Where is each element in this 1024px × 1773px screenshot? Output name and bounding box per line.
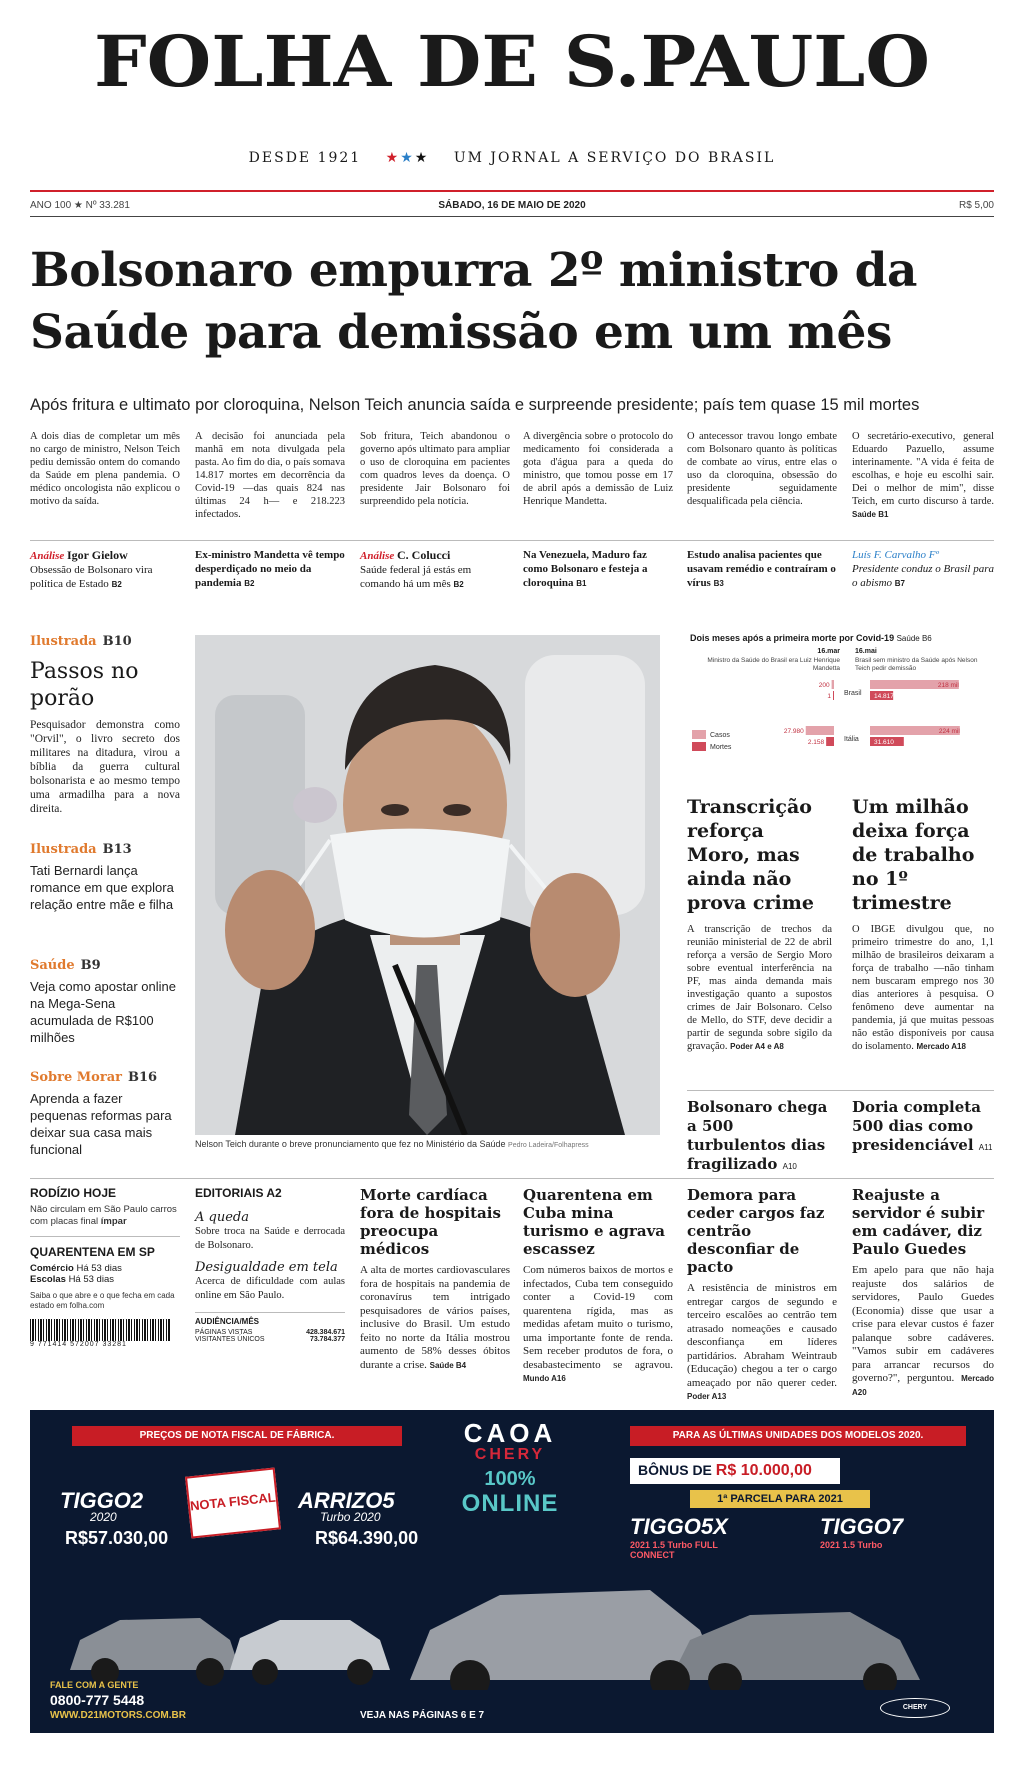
chart-bar-0-1-mar [833, 691, 834, 700]
bylines-rule [30, 540, 994, 541]
chart-label-1-0-mar: 27.980 [783, 728, 804, 735]
chart-ref: Saúde B6 [896, 634, 932, 643]
edition-price: R$ 5,00 [958, 200, 994, 211]
ad-cars-illustration [50, 1560, 980, 1690]
chart-legend-label-0: Casos [710, 732, 730, 739]
photo-illustration [195, 635, 660, 1135]
chart-label-1-1-mar: 2.158 [807, 739, 825, 746]
ad-brand: CAOA [463, 1418, 557, 1448]
ad-site[interactable]: WWW.D21MOTORS.COM.BR [50, 1710, 186, 1721]
byline-3[interactable]: Análise C. Colucci Saúde federal já estás em comando há um mês B2 [360, 548, 472, 590]
left-story-1[interactable]: Ilustrada B10 Passos no porão Pesquisador demonstra como "Orvil", o livro secreto dos militares na ditadura, virou a bíblia da guerra cultural bolsonarista e ao mesmo tempo uma armadilha para a nova direita. [30, 634, 180, 815]
lead-column-3: Sob fritura, Teich abandonou o governo após ultimato para ampliar o uso de cloroquina em pacientes com quadros leves da doença. O presidente Jair Bolsonaro foi surpreendido pela notícia. [360, 431, 510, 507]
ad-phone-label: FALE COM A GENTE [50, 1680, 139, 1690]
ad-model1-year: 2020 [90, 1510, 117, 1524]
covid-chart [690, 648, 994, 768]
ad-model2: ARRIZO5 [298, 1488, 395, 1513]
byline-5[interactable]: Estudo analisa pacientes que usavam remédio e contraíram o vírus B3 [687, 549, 836, 589]
story-doria-500[interactable]: Doria completa 500 dias como presidenciável A11 [852, 1098, 993, 1154]
chart-title: Dois meses após a primeira morte por Covid-19 Saúde B6 [690, 633, 932, 643]
advertisement[interactable] [30, 1410, 994, 1733]
edition-date: SÁBADO, 16 DE MAIO DE 2020 [438, 200, 586, 211]
barcode-icon [30, 1319, 170, 1341]
chart-bar-1-1-mar [826, 737, 834, 746]
lead-column-6: O secretário-executivo, general Eduardo Pazuello, assume interinamente. "A vida é feita de escolhas, e hoje eu escolhi sair. Dei o melhor de mim", disse Teich, em curto discurso à tarde. Saúde B1 [852, 431, 994, 519]
chery-logo-icon: CHERY [880, 1698, 950, 1718]
chart-legend-label-1: Mortes [710, 744, 732, 751]
ad-online-pct: 100% [484, 1468, 536, 1490]
story-transcricao-text: A transcrição de trechos da reunião ministerial de 22 de abril reforça a versão de Sergio Moro sobre eventual interferência na PF, mas ainda demanda mais investigação quanto a supostos crimes de Jair Bolsonaro. Celso de Mello, do STF, deve decidir a partir de segunda sobre sigilo da gravação. Poder A4 e A8 [687, 924, 832, 1052]
editoriais-box[interactable]: EDITORIAIS A2 A queda Sobre troca na Saúde e derrocada de Bolsonaro. Desigualdade em tela Acerca de dificuldade com aulas online em São Paulo. AUDIÊNCIA/MÊS PÁGINAS VISTAS 428.384.671 VISITANTES ÚNICOS 73.784.377 [195, 1186, 345, 1343]
ad-phone[interactable]: 0800-777 5448 [50, 1692, 145, 1708]
chart-col1-date: 16.mar [817, 648, 840, 655]
ad-nota-fiscal: NOTA FISCAL [185, 1467, 281, 1538]
lead-column-1: A dois dias de completar um mês no cargo de ministro, Nelson Teich pediu demissão ontem do comando da Saúde em plena pandemia. O médico oncologista não explicou o motivo da saída. [30, 431, 180, 507]
ad-pages: VEJA NAS PÁGINAS 6 E 7 [360, 1710, 485, 1721]
story-bolsonaro-500[interactable]: Bolsonaro chega a 500 turbulentos dias fragilizado A10 [687, 1098, 828, 1173]
chart-col1-note: Ministro da Saúde do Brasil era Luiz Henrique Mandetta [707, 657, 840, 672]
chart-col2-date: 16.mai [855, 648, 877, 655]
ad-model1: TIGGO2 [60, 1488, 144, 1513]
lead-column-2: A decisão foi anunciada pela manhã em nota divulgada pela pasta. Ao fim do dia, o país somava 14.817 mortes em decorrência da Covid-19 —das quais 824 nas últimas 24 h— e 218.223 infectados. [195, 431, 345, 520]
ad-model4: TIGGO7 [820, 1514, 904, 1539]
chart-label-1-1-mai: 31.610 [874, 739, 894, 746]
mid-rule [687, 1090, 994, 1091]
chart-category-1: Itália [844, 736, 859, 743]
left-story-2[interactable]: Ilustrada B13 Tati Bernardi lança romance em que explora relação entre mãe e filha [30, 842, 174, 912]
chart-svg [690, 676, 994, 768]
stars-icon: ★★★ [385, 150, 430, 166]
byline-4[interactable]: Na Venezuela, Maduro faz como Bolsonaro e festeja a cloroquina B1 [523, 549, 648, 589]
chart-bar-0-0-mar [832, 680, 834, 689]
ad-model2-price: R$64.390,00 [315, 1528, 419, 1548]
chart-category-0: Brasil [844, 690, 862, 697]
ad-brand-sub: CHERY [474, 1446, 546, 1463]
lead-ref: Saúde B1 [852, 510, 889, 519]
byline-2[interactable]: Ex-ministro Mandetta vê tempo desperdiçado no meio da pandemia B2 [195, 549, 345, 589]
ad-model3: TIGGO5X [630, 1514, 728, 1539]
rodizio-box: RODÍZIO HOJE Não circulam em São Paulo carros com placas final ímpar QUARENTENA EM SP Comércio Há 53 dias Escolas Há 53 dias Saiba o que abre e o que fecha em cada estado em folha.com 9 771414 572007 33281 [30, 1186, 180, 1348]
main-headline[interactable]: Bolsonaro empurra 2º ministro da Saúde para demissão em um mês [30, 243, 917, 360]
main-photo[interactable] [195, 635, 660, 1135]
ad-left-bar: PREÇOS DE NOTA FISCAL DE FÁBRICA. [72, 1426, 402, 1446]
chart-bar-1-0-mar [806, 726, 834, 735]
photo-credit: Pedro Ladeira/Folhapress [508, 1142, 589, 1149]
motto-text: UM JORNAL A SERVIÇO DO BRASIL [453, 150, 776, 166]
chart-label-0-0-mar: 200 [818, 682, 830, 689]
date-rule [30, 216, 994, 217]
chart-label-0-0-mai: 218 mil [937, 682, 959, 689]
since-text: DESDE 1921 [248, 150, 362, 166]
chart-col2-note: Brasil sem ministro da Saúde após Nelson Teich pedir demissão [855, 657, 978, 672]
left-story-3[interactable]: Saúde B9 Veja como apostar online na Mega-Sena acumulada de R$100 milhões [30, 958, 176, 1045]
ad-model2-year: Turbo 2020 [320, 1510, 381, 1524]
ad-right-bar: PARA AS ÚLTIMAS UNIDADES DOS MODELOS 2020. [630, 1426, 966, 1446]
byline-6[interactable]: Luís F. Carvalho Fº Presidente conduz o Brasil para o abismo B7 [852, 549, 994, 589]
bottom-rule [30, 1178, 994, 1179]
main-subhead: Após fritura e ultimato por cloroquina, Nelson Teich anuncia saída e surpreende presidente; país tem quase 15 mil mortes [30, 396, 920, 414]
ad-model1-price: R$57.030,00 [65, 1528, 169, 1548]
chart-label-0-1-mar: 1 [827, 693, 831, 700]
photo-caption: Nelson Teich durante o breve pronunciamento que fez no Ministério da Saúde Pedro Ladeira/Folhapress [195, 1139, 589, 1149]
story-um-milhao-text: O IBGE divulgou que, no primeiro trimestre do ano, 1,1 milhão de brasileiros deixaram a força de trabalho —não tinham nem buscaram emprego nos 30 dias anteriores à pesquisa. O fenômeno deve aumentar na pandemia, já que muitas pessoas não estão disponíveis por causa do isolamento. Mercado A18 [852, 924, 994, 1052]
ad-model4-sub: 2021 1.5 Turbo [820, 1540, 883, 1550]
edition-number: ANO 100 ★ Nº 33.281 [30, 200, 130, 211]
story-guedes[interactable]: Reajuste a servidor é subir em cadáver, diz Paulo Guedes Em apelo para que não haja reajuste dos salários de servidores, Paulo Guedes (Economia) disse que usar a crise para elevar custos é fazer palanque sobre cadáveres. "Vamos subir em cadáveres para arrancar recursos do governo?", perguntou. Mercado A20 [852, 1186, 995, 1397]
ad-online: ONLINE [461, 1490, 559, 1517]
byline-1[interactable]: Análise Igor Gielow Obsessão de Bolsonaro vira política de Estado B2 [30, 548, 153, 590]
ad-parcela: 1ª PARCELA PARA 2021 [690, 1490, 870, 1508]
ad-model3-sub: 2021 1.5 Turbo FULL CONNECT [630, 1540, 718, 1560]
left-story-4[interactable]: Sobre Morar B16 Aprenda a fazer pequenas reformas para deixar sua casa mais funcional [30, 1070, 172, 1157]
chart-legend-swatch-0 [692, 730, 706, 739]
masthead-rule [30, 190, 994, 192]
masthead-title: FOLHA DE S.PAULO [93, 20, 930, 103]
left-story-1-title: Passos no porão [30, 659, 139, 711]
chart-legend-swatch-1 [692, 742, 706, 751]
lead-column-4: A divergência sobre o protocolo do medicamento foi considerada a gota d'água para a queda do ministro, que tomou posse em 17 de abril após a demissão de Luiz Henrique Mandetta. [523, 431, 673, 507]
masthead-tagline [0, 150, 1024, 166]
story-centrao[interactable]: Demora para ceder cargos faz centrão desconfiar de pacto A resistência de ministros em entregar cargos de segundo e terceiro escalões ao centrão tem atrasado nomeações e causado desconfiança em líderes partidários. Abraham Weintraub (Educação) chegou a ter o cargo ameaçado por não querer ceder. Poder A13 [687, 1186, 837, 1401]
story-morte-cardiaca[interactable]: Morte cardíaca fora de hospitais preocupa médicos A alta de mortes cardiovasculares fora de hospitais na pandemia de coronavírus tem intrigado pesquisadores de vários países, inclusive do Brasil. Um estudo feito no norte da Itália mostrou aumento de 58% desses óbitos durante a crise. Saúde B4 [360, 1186, 510, 1371]
story-transcricao[interactable]: Transcrição reforça Moro, mas ainda não prova crime A transcrição de trechos da reunião ministerial de 22 de abril reforça a versão de Sergio Moro sobre eventual interferência na PF, mas ainda demanda mais investigação quanto a supostos crimes de Jair Bolsonaro. Celso de Mello, do STF, deve decidir a partir de segunda sobre sigilo da gravação. Poder A4 e A8 [687, 796, 832, 1052]
lead-column-5: O antecessor travou longo embate com Bolsonaro quanto às políticas de combate ao vírus, entre elas o uso da cloroquina, obsessão do presidente seguidamente desqualificada pela ciência. [687, 431, 837, 507]
chart-label-0-1-mai: 14.817 [874, 693, 894, 700]
chart-label-1-0-mai: 224 mil [938, 728, 960, 735]
story-um-milhao[interactable]: Um milhão deixa força de trabalho no 1º trimestre O IBGE divulgou que, no primeiro trimestre do ano, 1,1 milhão de brasileiros deixaram a força de trabalho —não tinham nem buscaram emprego nos 30 dias anteriores à pesquisa. O fenômeno deve aumentar na pandemia, já que muitas pessoas não estão disponíveis por causa do isolamento. Mercado A18 [852, 796, 994, 1052]
ad-bonus: BÔNUS DE R$ 10.000,00 [630, 1458, 840, 1484]
story-cuba[interactable]: Quarentena em Cuba mina turismo e agrava escassez Com números baixos de mortos e infectados, Cuba tem conseguido conter a Covid-19 com quarentena rígida, mas as medidas afetam muito o turismo, uma importante fonte de renda. Sem receber produtos de fora, o desabastecimento se agravou. Mundo A16 [523, 1186, 673, 1383]
